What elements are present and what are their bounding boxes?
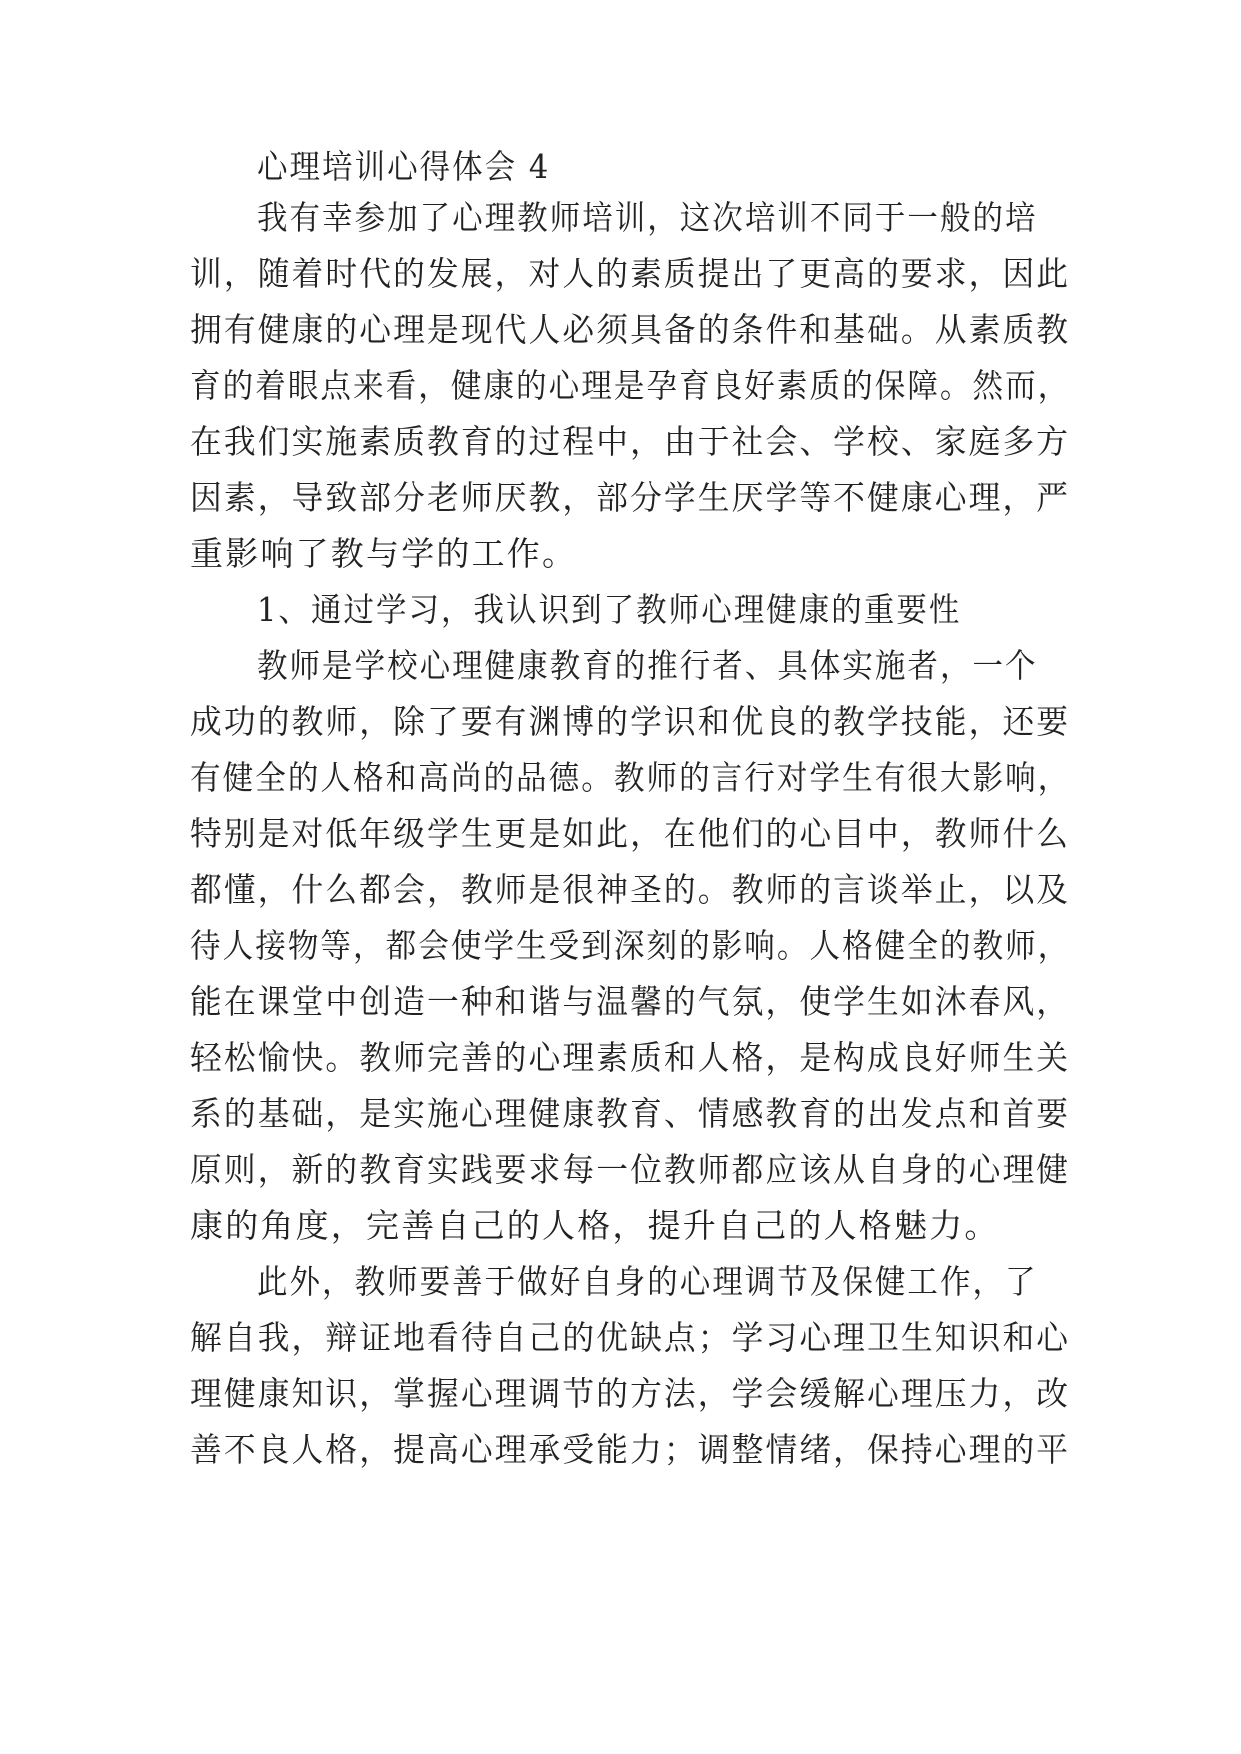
- document-title: 心理培训心得体会 4: [257, 147, 551, 186]
- paragraph-line: 理健康知识，掌握心理调节的方法，学会缓解心理压力，改: [190, 1374, 1071, 1413]
- paragraph-line: 解自我，辩证地看待自己的优缺点；学习心理卫生知识和心: [190, 1318, 1071, 1357]
- paragraph-line: 待人接物等，都会使学生受到深刻的影响。人格健全的教师，: [190, 926, 1071, 965]
- paragraph-line: 能在课堂中创造一种和谐与温馨的气氛，使学生如沐春风，: [190, 982, 1071, 1021]
- paragraph-line: 拥有健康的心理是现代人必须具备的条件和基础。从素质教: [190, 310, 1071, 349]
- paragraph-line: 善不良人格，提高心理承受能力；调整情绪，保持心理的平: [190, 1430, 1071, 1469]
- paragraph-line: 有健全的人格和高尚的品德。教师的言行对学生有很大影响，: [190, 758, 1071, 797]
- paragraph-line: 因素，导致部分老师厌教，部分学生厌学等不健康心理，严: [190, 478, 1071, 517]
- paragraph-line: 此外，教师要善于做好自身的心理调节及保健工作，了: [257, 1262, 1038, 1301]
- paragraph-line: 系的基础，是实施心理健康教育、情感教育的出发点和首要: [190, 1094, 1071, 1133]
- paragraph-line: 训，随着时代的发展，对人的素质提出了更高的要求，因此: [190, 254, 1071, 293]
- paragraph-line: 特别是对低年级学生更是如此，在他们的心目中，教师什么: [190, 814, 1071, 853]
- paragraph-line: 都懂，什么都会，教师是很神圣的。教师的言谈举止，以及: [190, 870, 1071, 909]
- paragraph-line: 原则，新的教育实践要求每一位教师都应该从自身的心理健: [190, 1150, 1071, 1189]
- paragraph-line: 康的角度，完善自己的人格，提升自己的人格魅力。: [190, 1206, 1000, 1245]
- paragraph-line: 在我们实施素质教育的过程中，由于社会、学校、家庭多方: [190, 422, 1071, 461]
- paragraph-line: 重影响了教与学的工作。: [190, 534, 578, 573]
- paragraph-line: 我有幸参加了心理教师培训，这次培训不同于一般的培: [257, 198, 1038, 237]
- paragraph-line: 育的着眼点来看，健康的心理是孕育良好素质的保障。然而，: [190, 366, 1071, 405]
- paragraph-line: 轻松愉快。教师完善的心理素质和人格，是构成良好师生关: [190, 1038, 1071, 1077]
- paragraph-line: 教师是学校心理健康教育的推行者、具体实施者，一个: [257, 646, 1038, 685]
- paragraph-line: 成功的教师，除了要有渊博的学识和优良的教学技能，还要: [190, 702, 1071, 741]
- section-heading: 1、通过学习，我认识到了教师心理健康的重要性: [257, 590, 962, 629]
